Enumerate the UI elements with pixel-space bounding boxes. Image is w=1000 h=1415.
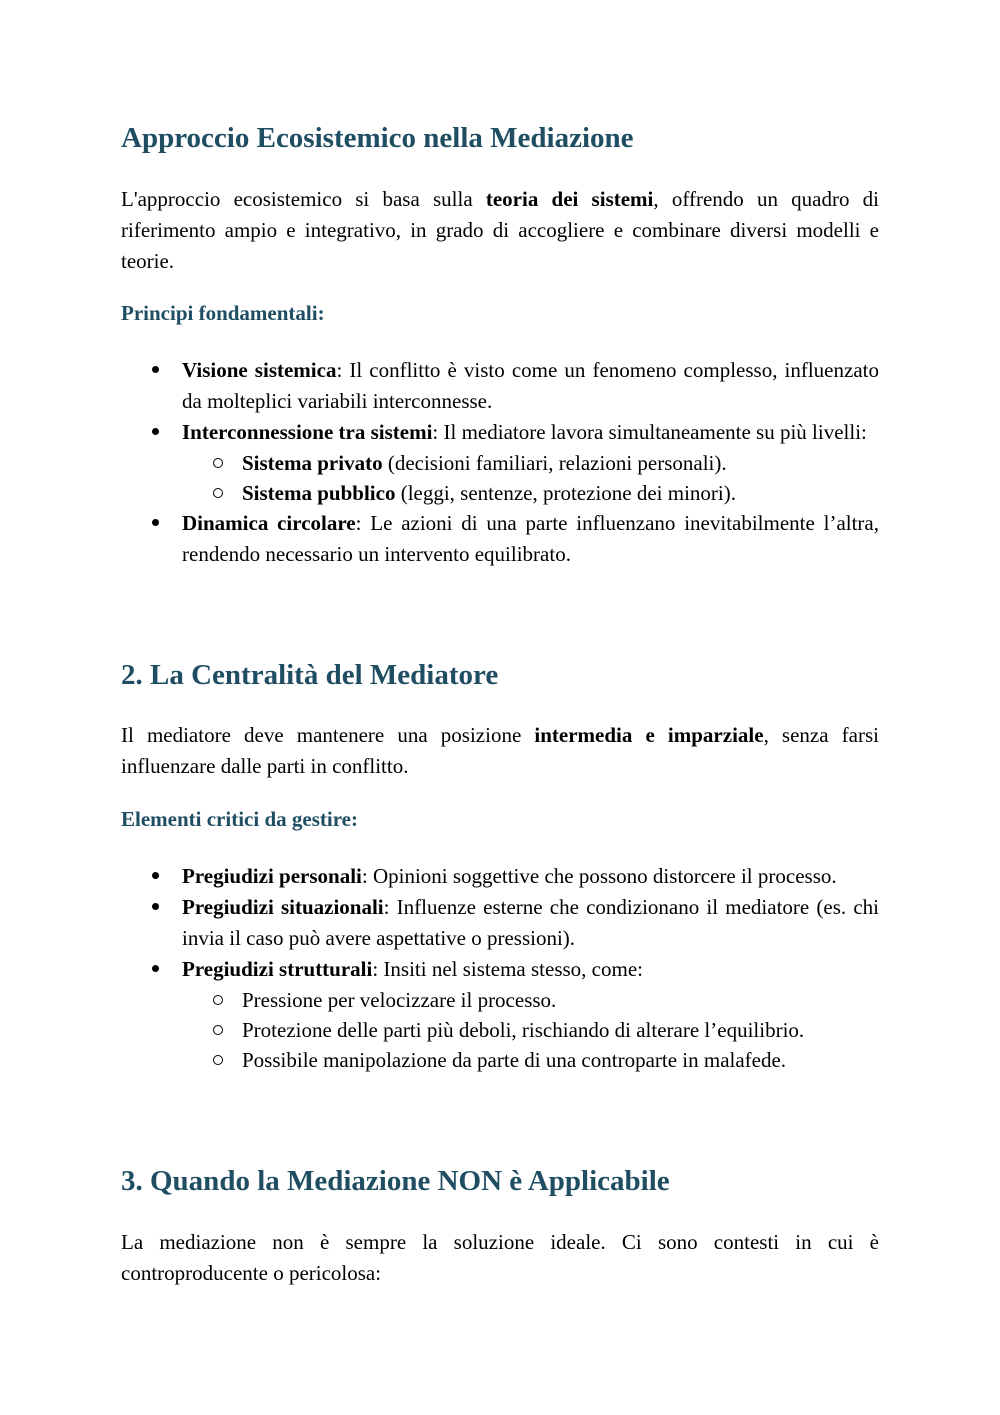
bullet-term: Pregiudizi situazionali <box>182 895 384 919</box>
section-2-intro-bold: intermedia e imparziale <box>534 723 764 747</box>
bullet-dot-icon <box>152 872 159 879</box>
section-1-intro <box>121 184 879 277</box>
section-2-intro-text: Il mediatore deve mantenere una posizione <box>121 723 535 747</box>
sub-item-text: (decisioni familiari, relazioni personali). <box>382 451 727 475</box>
bullet-term: Pregiudizi strutturali <box>182 957 373 981</box>
section-2-subtitle: Elementi critici da gestire: <box>121 807 358 831</box>
circle-bullet-icon <box>213 488 223 498</box>
section-2-bullet-list <box>121 861 879 1075</box>
bullet-dot-icon <box>152 965 159 972</box>
bullet-text: : Il conflitto è visto come un fenomeno complesso, influenzato da molteplici variabili interconnesse. <box>182 358 879 413</box>
circle-bullet-icon <box>213 458 223 468</box>
bullet-text: : Il mediatore lavora simultaneamente su più livelli: <box>432 420 867 444</box>
section-3-title: 3. Quando la Mediazione NON è Applicabile <box>121 1165 670 1197</box>
section-1-subtitle: Principi fondamentali: <box>121 301 325 325</box>
sub-item-text: Possibile manipolazione da parte di una controparte in malafede. <box>242 1048 787 1072</box>
circle-bullet-icon <box>213 1055 223 1065</box>
sub-list-item <box>121 1015 879 1045</box>
bullet-dot-icon <box>152 366 159 373</box>
sub-item-text: (leggi, sentenze, protezione dei minori). <box>395 481 736 505</box>
bullet-term: Visione sistemica <box>182 358 337 382</box>
bullet-dot-icon <box>152 428 159 435</box>
sub-list-item <box>121 985 879 1015</box>
bullet-text: : Le azioni di una parte influenzano inevitabilmente l’altra, rendendo necessario un intervento equilibrato. <box>182 511 879 566</box>
sub-item-text: Protezione delle parti più deboli, rischiando di alterare l’equilibrio. <box>242 1018 805 1042</box>
bullet-dot-icon <box>152 903 159 910</box>
section-3-intro: La mediazione non è sempre la soluzione ideale. Ci sono contesti in cui è controproducente o pericolosa: <box>121 1230 879 1285</box>
bullet-term: Pregiudizi personali <box>182 864 362 888</box>
section-2-title: 2. La Centralità del Mediatore <box>121 659 499 691</box>
bullet-dot-icon <box>152 519 159 526</box>
bullet-text: : Opinioni soggettive che possono distorcere il processo. <box>361 864 837 888</box>
sub-list-item <box>121 448 879 478</box>
section-1-intro-bold: teoria dei sistemi <box>485 187 654 211</box>
circle-bullet-icon <box>213 995 223 1005</box>
list-item <box>121 954 879 985</box>
section-2-intro-text-end: , senza farsi influenzare dalle parti in conflitto. <box>121 723 879 778</box>
sub-item-term: Sistema pubblico <box>242 481 396 505</box>
section-1-title: Approccio Ecosistemico nella Mediazione <box>121 122 634 154</box>
list-item <box>121 355 879 417</box>
list-item <box>121 892 879 954</box>
sub-item-text: Pressione per velocizzare il processo. <box>242 988 557 1012</box>
bullet-text: : Insiti nel sistema stesso, come: <box>372 957 643 981</box>
bullet-term: Dinamica circolare <box>182 511 356 535</box>
list-item <box>121 417 879 448</box>
bullet-text: : Influenze esterne che condizionano il mediatore (es. chi invia il caso può avere aspettative o pressioni). <box>182 895 879 950</box>
sub-list-item <box>121 1045 879 1075</box>
circle-bullet-icon <box>213 1025 223 1035</box>
section-1-intro-text: L'approccio ecosistemico si basa sulla <box>121 187 486 211</box>
section-1-bullet-list <box>121 355 879 570</box>
sub-item-term: Sistema privato <box>242 451 383 475</box>
section-1-intro-text-end: , offrendo un quadro di riferimento ampio e integrativo, in grado di accogliere e combinare diversi modelli e teorie. <box>121 187 880 273</box>
bullet-term: Interconnessione tra sistemi <box>182 420 433 444</box>
list-item <box>121 508 879 570</box>
section-2-intro <box>121 720 879 782</box>
sub-list-item <box>121 478 879 508</box>
list-item <box>121 861 879 892</box>
